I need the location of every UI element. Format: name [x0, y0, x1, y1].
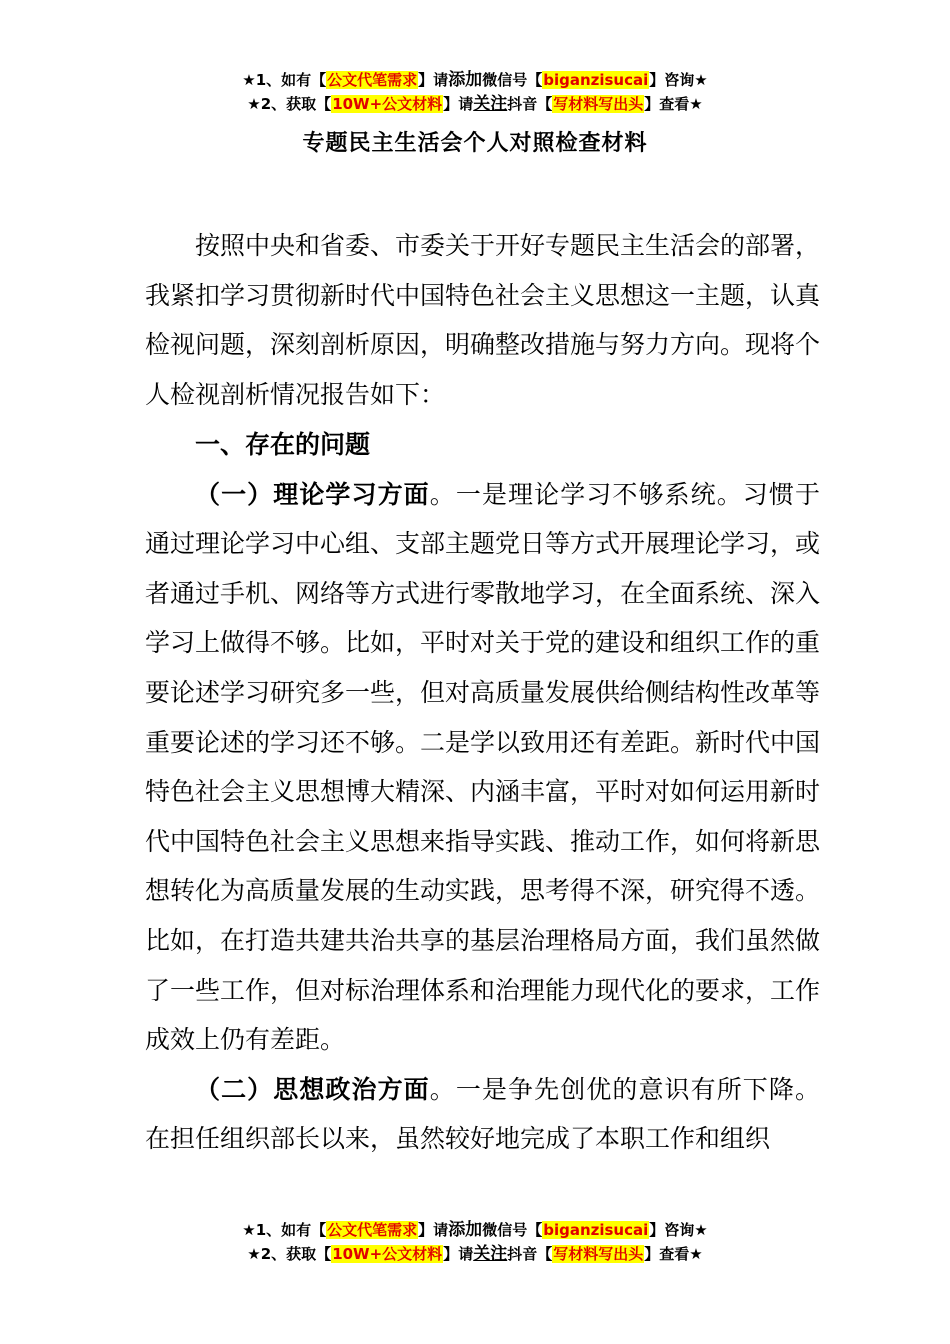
banner-highlight: 公文代笔需求 — [327, 1221, 418, 1239]
banner-emphasis: 添加 — [448, 70, 483, 90]
banner-text: 】咨询★ — [649, 1221, 708, 1239]
header-banner — [0, 68, 950, 116]
banner-highlight: biganzisucai — [543, 71, 649, 89]
paragraph-text: 。一是争先创优的意识有所下降。在担任组织部长以来，虽然较好地完成了本职工作和组织 — [145, 1074, 820, 1154]
banner-line-2 — [0, 92, 950, 116]
banner-line-1 — [0, 1218, 950, 1242]
banner-text: 微信号【 — [482, 1221, 543, 1239]
paragraph-theory-study — [145, 470, 820, 1065]
banner-highlight: 写材料写出头 — [553, 95, 644, 113]
banner-text: 】请 — [443, 1245, 474, 1263]
paragraph-label: （二）思想政治方面 — [195, 1074, 430, 1104]
paragraph-text: 。一是理论学习不够系统。习惯于通过理论学习中心组、支部主题党日等方式开展理论学习，或者通过手机、网络等方式进行零散地学习，在全面系统、深入学习上做得不够。比如，平时对关于党的建设和组织工作的重要论述学习研究多一些，但对高质量发展供给侧结构性改革等重要论述的学习还不够。二是学以致用还有差距。新时代中国特色社会主义思想博大精深、内涵丰富，平时对如何运用新时代中国特色社会主义思想来指导实践、推动工作，如何将新思想转化为高质量发展的生动实践，思考得不深，研究得不透。比如，在打造共建共治共享的基层治理格局方面，我们虽然做了一些工作，但对标治理体系和治理能力现代化的要求，工作成效上仍有差距。 — [145, 479, 821, 1055]
banner-highlight: biganzisucai — [543, 1221, 649, 1239]
banner-line-1 — [0, 68, 950, 92]
banner-line-2 — [0, 1242, 950, 1266]
banner-text: 】请 — [418, 1221, 449, 1239]
banner-text: 抖音【 — [507, 95, 553, 113]
section-heading: 一、存在的问题 — [195, 430, 371, 459]
banner-text: ★2、获取【 — [247, 1245, 332, 1263]
banner-text: ★1、如有【 — [242, 1221, 327, 1239]
banner-emphasis: 添加 — [448, 1220, 483, 1240]
banner-text: 】咨询★ — [649, 71, 708, 89]
banner-highlight: 10W+公文材料 — [332, 95, 443, 113]
banner-text: 】请 — [418, 71, 449, 89]
banner-highlight: 公文代笔需求 — [327, 71, 418, 89]
banner-text: 】请 — [443, 95, 474, 113]
intro-paragraph: 按照中央和省委、市委关于开好专题民主生活会的部署，我紧扣学习贯彻新时代中国特色社会主义思想这一主题，认真检视问题，深刻剖析原因，明确整改措施与努力方向。现将个人检视剖析情况报告如下： — [145, 231, 821, 409]
banner-emphasis: 关注 — [473, 94, 508, 114]
banner-text: 】查看★ — [644, 1245, 703, 1263]
banner-highlight: 写材料写出头 — [553, 1245, 644, 1263]
banner-text: 抖音【 — [507, 1245, 553, 1263]
banner-emphasis: 关注 — [473, 1244, 508, 1264]
footer-banner — [0, 1218, 950, 1266]
paragraph-label: （一）理论学习方面 — [195, 479, 430, 509]
banner-text: 微信号【 — [482, 71, 543, 89]
section-problems — [145, 420, 820, 1164]
banner-text: 】查看★ — [644, 95, 703, 113]
paragraph-ideology-politics — [145, 1065, 820, 1164]
document-title: 专题民主生活会个人对照检查材料 — [302, 131, 648, 156]
banner-text: ★2、获取【 — [247, 95, 332, 113]
intro-block — [145, 221, 820, 419]
banner-text: ★1、如有【 — [242, 71, 327, 89]
banner-highlight: 10W+公文材料 — [332, 1245, 443, 1263]
